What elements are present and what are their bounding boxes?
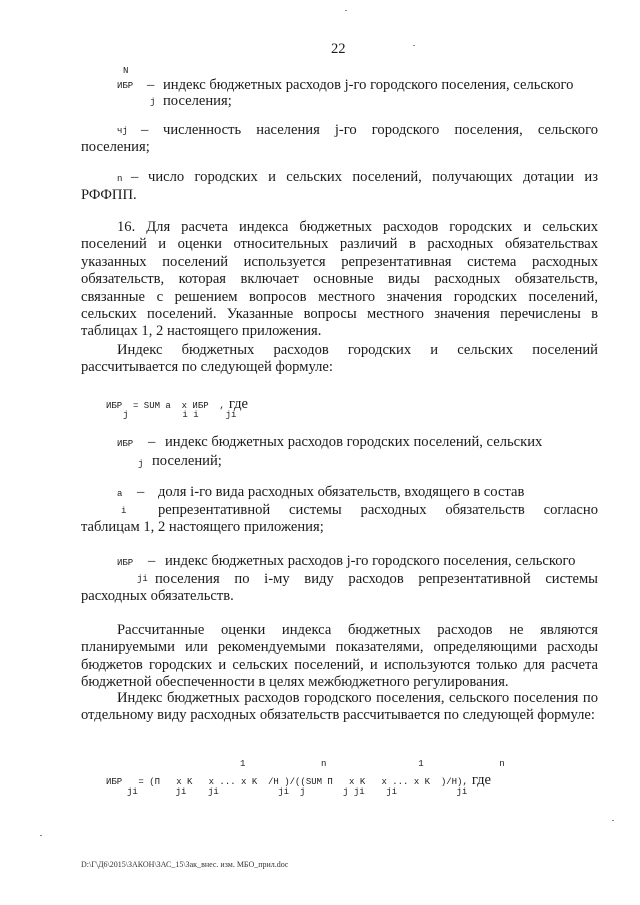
- def3-line2: РФФПП.: [81, 187, 137, 203]
- paragraph-estimates: Рассчитанные оценки индекса бюджетных расходов не являются планируемыми или рекомендуемыми показателями, определяющими расходы бюджетов городских и сельских поселений, и используются только для расчета бюджетной обеспеченности в целях межбюджетного регулирования.: [81, 622, 598, 691]
- formula-1-main: ИБР = SUM a x ИБР ,: [106, 401, 225, 411]
- def1-line1: индекс бюджетных расходов j-го городского поселения, сельского: [163, 77, 574, 93]
- def3-line1: число городских и сельских поселений, получающих дотации из: [148, 169, 598, 185]
- def4-line1: индекс бюджетных расходов городских поселений, сельских: [165, 434, 543, 450]
- scan-artifact: [345, 10, 347, 11]
- formula-2-subscripts: ji ji ji ji j j ji ji ji: [127, 787, 468, 797]
- def3-dash: –: [131, 169, 139, 185]
- formula-2-tail: где: [471, 772, 492, 788]
- def2-line2: поселения;: [81, 139, 150, 155]
- def2-symbol: чj: [117, 126, 128, 136]
- scan-artifact: [612, 820, 614, 821]
- def1-dash: –: [147, 77, 155, 93]
- scan-artifact: [40, 835, 42, 836]
- def5-subscript: i: [121, 506, 127, 516]
- formula-2-superscripts: 1 n 1 n: [240, 759, 505, 769]
- def2-line1: численность населения j-го городского поселения, сельского: [163, 122, 598, 138]
- footer-file-path: D:\Г\Д6\2015\ЗАКОН\ЗАС_15\Зак_внес. изм. МБО_прил.doc: [81, 860, 289, 869]
- def1-symbol: ИБР: [117, 81, 134, 91]
- def5-line3: таблицам 1, 2 настоящего приложения;: [81, 519, 324, 535]
- def4-symbol: ИБР: [117, 439, 134, 449]
- formula-2-main: ИБР = (П x K x ... x K /Н )/((SUM П x K x ... x K )/Н),: [106, 777, 468, 787]
- def1-line2: поселения;: [163, 93, 232, 109]
- def4-line2: поселений;: [152, 453, 222, 469]
- def6-symbol: ИБР: [117, 558, 134, 568]
- def1-subscript: j: [150, 97, 156, 107]
- def4-dash: –: [148, 434, 156, 450]
- page-number: 22: [331, 41, 346, 57]
- def6-line1: индекс бюджетных расходов j-го городского поселения, сельского: [165, 553, 576, 569]
- paragraph-index-formula-intro: Индекс бюджетных расходов городских и сельских поселений рассчитывается по следующей формуле:: [81, 342, 598, 376]
- def3-symbol: n: [117, 174, 123, 184]
- def1-superscript: N: [123, 66, 129, 76]
- formula-1-subscripts: j i i ji: [123, 410, 237, 420]
- formula-1-tail: где: [228, 396, 248, 412]
- def5-symbol: a: [117, 489, 123, 499]
- scan-artifact: [413, 45, 415, 46]
- def4-subscript: j: [138, 459, 144, 469]
- paragraph-16: 16. Для расчета индекса бюджетных расходов городских и сельских поселений и оценки относительных различий в расходных обязательствах указанных поселений используется репрезентативная система расходных обязательств, которая включает основные виды расходных обязательств, связанные с решением вопросов местного значения городских поселений, сельских поселений. Указанные вопросы местного значения перечислены в таблицах 1, 2 настоящего приложения.: [81, 219, 598, 340]
- def6-line3: расходных обязательств.: [81, 588, 234, 604]
- def5-dash: –: [137, 484, 145, 500]
- def6-line2: поселения по i-му виду расходов репрезентативной системы: [155, 571, 598, 587]
- def5-line2: репрезентативной системы расходных обязательств согласно: [158, 502, 598, 518]
- def5-line1: доля i-го вида расходных обязательств, входящего в состав: [158, 484, 525, 500]
- def6-subscript: ji: [137, 574, 148, 584]
- def6-dash: –: [148, 553, 156, 569]
- def2-dash: –: [141, 122, 149, 138]
- paragraph-formula-2-intro: Индекс бюджетных расходов городского поселения, сельского поселения по отдельному виду расходных обязательств рассчитывается по следующей формуле:: [81, 690, 598, 724]
